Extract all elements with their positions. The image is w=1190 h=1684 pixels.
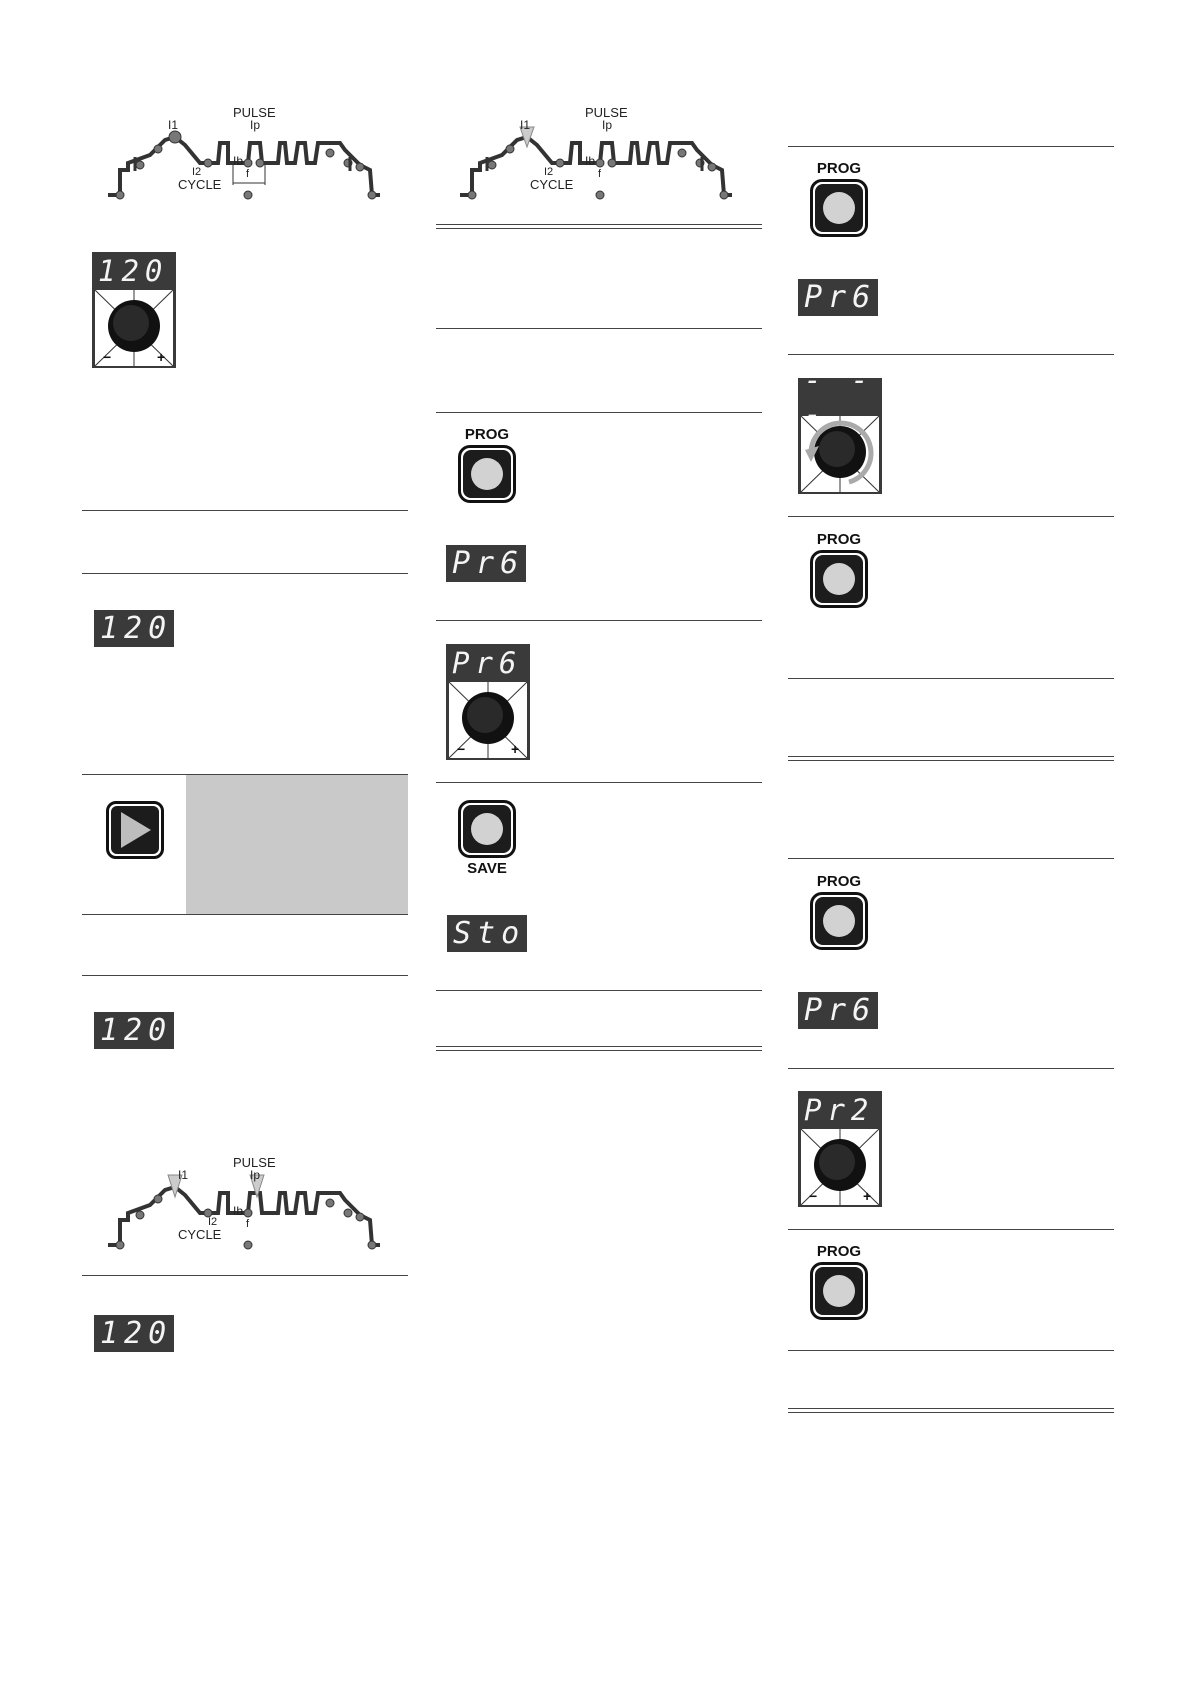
program-display-blinking-2: Pr6 [798,279,878,316]
i2-label: I2 [208,1216,218,1228]
pulse-cycle-diagram-2 [100,1155,390,1255]
knob-display: Pr6 [446,644,530,682]
minus-icon: − [809,1188,818,1204]
encoder-knob[interactable] [449,682,527,758]
prog-button-3[interactable] [800,531,878,608]
ib-label: Ib [585,154,596,168]
i1-label: I1 [520,118,531,132]
f-label: f [246,168,250,180]
ip-label: Ip [250,1168,261,1182]
ib-label: Ib [233,154,244,168]
prog-button-5[interactable] [800,1243,878,1320]
cycle-label: CYCLE [178,177,222,192]
rotate-knob-icon[interactable] [801,416,879,492]
program-display-blinking-3: Pr6 [798,992,878,1029]
encoder-knob[interactable] [95,290,173,366]
ib-label: Ib [233,1204,244,1218]
i2-label: I2 [192,166,202,178]
prog-label: PROG [816,531,862,548]
prog-label: PROG [816,873,862,890]
plus-icon: + [511,741,520,757]
prog-label: PROG [464,426,510,443]
current-display: 120 [94,610,174,647]
pulse-label: PULSE [233,105,276,120]
plus-icon: + [157,349,166,365]
i2-label: I2 [544,166,554,178]
prog-label: PROG [816,160,862,177]
pulse-label: PULSE [585,105,628,120]
pulse-cycle-diagram [100,105,390,205]
minus-icon: − [457,741,466,757]
prog-button-4[interactable] [800,873,878,950]
minus-icon: − [103,349,112,365]
cycle-label: CYCLE [178,1227,222,1242]
encoder-knob-unit-3[interactable] [798,378,882,494]
current-display-3: 120 [94,1315,174,1352]
save-button[interactable] [448,800,526,877]
play-button[interactable] [106,801,164,859]
pulse-label: PULSE [233,1155,276,1170]
program-display-blinking: Pr6 [446,545,526,582]
plus-icon: + [863,1188,872,1204]
cycle-label: CYCLE [530,177,574,192]
encoder-knob[interactable] [801,1129,879,1205]
prog-label: PROG [816,1243,862,1260]
ip-label: Ip [602,118,613,132]
current-display-2: 120 [94,1012,174,1049]
i1-label: I1 [178,1168,189,1182]
store-display: Sto [447,915,527,952]
encoder-knob-unit-2[interactable] [446,644,530,760]
encoder-knob-unit-4[interactable] [798,1091,882,1207]
save-label: SAVE [467,860,507,877]
encoder-knob-unit[interactable] [92,252,176,368]
knob-display: - - - [798,378,882,416]
play-icon [117,810,153,850]
f-label: f [246,1218,250,1230]
prog-button[interactable] [448,426,526,503]
ip-label: Ip [250,118,261,132]
knob-display: 120 [92,252,176,290]
knob-display: Pr2 [798,1091,882,1129]
f-label: f [598,168,602,180]
note-panel [186,775,408,914]
prog-button-2[interactable] [800,160,878,237]
pulse-cycle-diagram-3 [452,105,742,205]
i1-label: I1 [168,118,179,132]
